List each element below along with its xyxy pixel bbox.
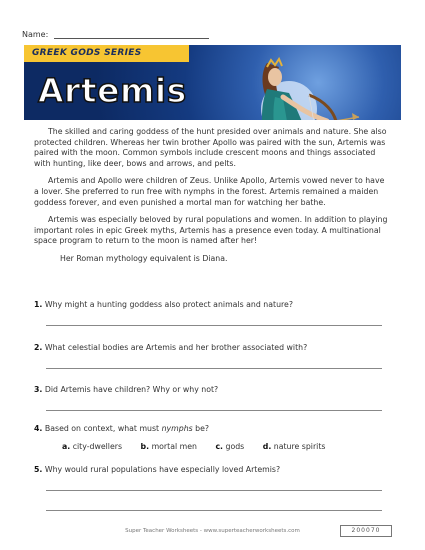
series-bar [24,45,189,62]
passage-paragraph: Artemis was especially beloved by rural populations and women. In addition to playing important roles in epic Greek myths, Artemis has a presence even today. A multinational space program to return to the moon is named after her! [34,215,388,246]
question-4 [34,424,209,433]
question-number: 2. [34,343,43,352]
question-5 [34,465,280,474]
question-text: Based on context, what must [44,424,162,433]
series-label: GREEK GODS SERIES [32,48,142,58]
passage-paragraph: The skilled and caring goddess of the hunt presided over animals and nature. She also protected children. Whereas her twin brother Apollo was paired with the sun, Artemis was paired with the moon. Common symbols include crescent moons and things associated with hunting, like deer, bows and arrows, and pelts. [34,127,387,168]
choice-letter: d. [262,442,272,451]
question-text: What celestial bodies are Artemis and her brother associated with? [44,343,308,352]
question-text: Did Artemis have children? Why or why not? [44,385,219,394]
name-label: Name: [22,30,49,39]
choice-text: nature spirits [273,442,326,451]
title-banner [24,45,401,120]
answer-line-1[interactable] [46,325,382,326]
choice-letter: b. [140,442,150,451]
question-emphasis: nymphs [161,424,193,433]
passage-paragraph: Artemis and Apollo were children of Zeus. Unlike Apollo, Artemis vowed never to have a lover. She preferred to run free with nymphs in the forest. Artemis remained a maiden goddess forever, and even punished a mortal man for watching her bathe. [34,176,385,207]
choice-c[interactable] [215,442,244,451]
name-field-row [22,30,209,39]
choice-b[interactable] [141,442,197,451]
question-number: 4. [34,424,43,433]
choice-letter: c. [215,442,224,451]
passage-paragraph: Her Roman mythology equivalent is Diana. [60,253,228,263]
choice-text: mortal men [151,442,197,451]
choice-text: city-dwellers [72,442,123,451]
artemis-illustration [209,57,369,120]
question-number: 5. [34,465,43,474]
answer-line-2[interactable] [46,368,382,369]
choice-text: gods [225,442,245,451]
choice-d[interactable] [263,442,326,451]
choice-a[interactable] [62,442,122,451]
reading-passage [34,127,391,272]
answer-line-5a[interactable] [46,490,382,491]
question-number: 1. [34,300,43,309]
question-2 [34,343,307,352]
answer-line-3[interactable] [46,410,382,411]
answer-line-5b[interactable] [46,510,382,511]
footer-credit: Super Teacher Worksheets - www.superteacherworksheets.com [125,528,300,534]
multiple-choice-options [62,442,341,451]
worksheet-code: 200070 [340,525,392,537]
page-title: Artemis [38,71,187,110]
question-1 [34,300,293,309]
question-text: Why would rural populations have especially loved Artemis? [44,465,281,474]
name-line[interactable] [54,38,209,39]
face-shape [268,68,282,86]
question-text: Why might a hunting goddess also protect animals and nature? [44,300,293,309]
question-number: 3. [34,385,43,394]
question-3 [34,385,218,394]
question-text: be? [192,424,210,433]
choice-letter: a. [62,442,71,451]
